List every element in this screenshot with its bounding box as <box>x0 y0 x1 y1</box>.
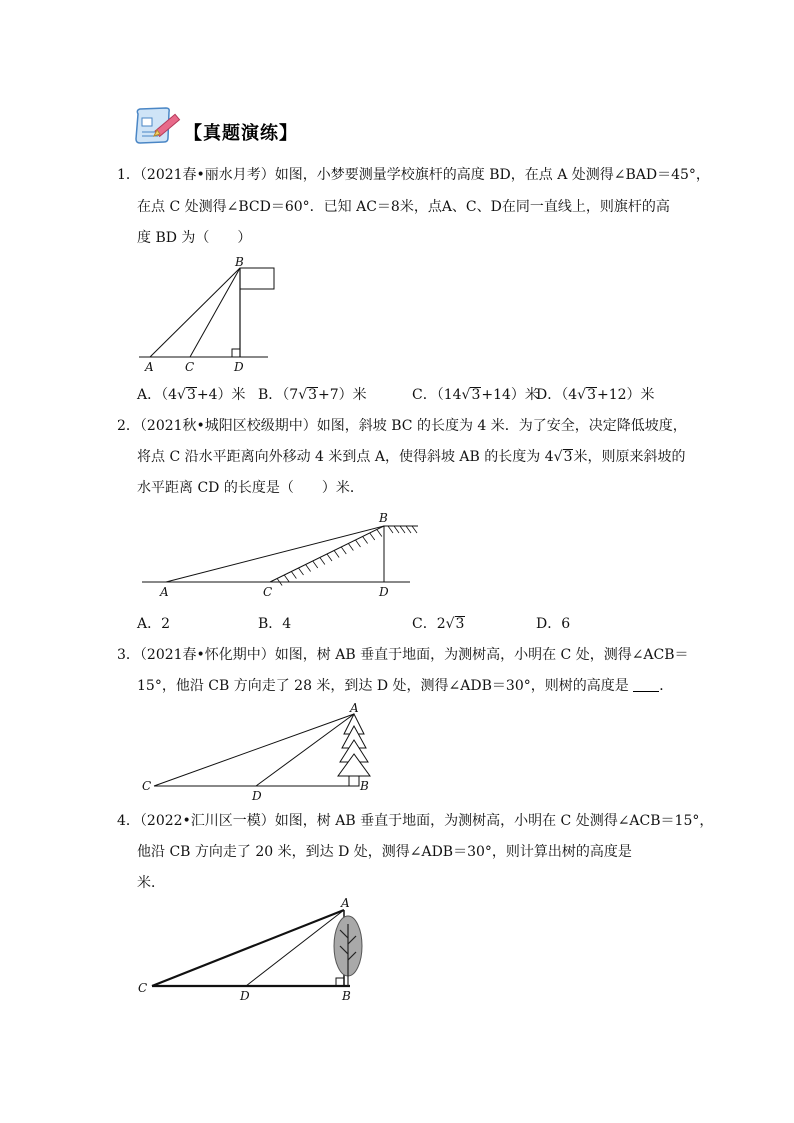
q3-label-d: D <box>252 789 262 802</box>
q1-text-line3: 度 BD 为（ ） <box>137 230 252 246</box>
q1-option-c[interactable]: C．（14√3+14）米 <box>412 387 539 403</box>
q3-text-line1: 3．（2021春•怀化期中）如图，树 AB 垂直于地面，为测树高，小明在 C 处，测得∠ACB＝ <box>117 647 689 663</box>
q4-figure <box>136 894 376 1006</box>
q2-option-a[interactable]: A．2 <box>137 616 171 632</box>
q3-label-a: A <box>350 702 359 715</box>
q1-option-d[interactable]: D．（4√3+12）米 <box>536 387 655 403</box>
q4-text-line1: 4．（2022•汇川区一模）如图，树 AB 垂直于地面，为测树高，小明在 C 处测得∠ACB＝15°， <box>117 813 714 829</box>
q2-text-line3: 水平距离 CD 的长度是（ ）米． <box>137 480 364 496</box>
q2-figure <box>138 508 428 600</box>
q2-option-d[interactable]: D．6 <box>536 616 571 632</box>
q4-label-b: B <box>342 989 351 1003</box>
q4-label-c: C <box>138 981 148 995</box>
q2-option-b[interactable]: B．4 <box>258 616 292 632</box>
q2-text-line2: 将点 C 沿水平距离向外移动 4 米到点 A，使得斜坡 AB 的长度为 4√3米，则原来斜坡的 <box>137 449 686 465</box>
q1-option-b[interactable]: B．（7√3+7）米 <box>258 387 367 403</box>
section-heading: 【真题演练】 <box>184 123 298 144</box>
q2-label-d: D <box>379 585 389 599</box>
q4-label-a: A <box>341 896 350 910</box>
q2-text-line1: 2．（2021秋•城阳区校级期中）如图，斜坡 BC 的长度为 4 米．为了安全，决定降低坡度， <box>117 418 687 434</box>
q1-option-a[interactable]: A．（4√3+4）米 <box>137 387 246 403</box>
q1-label-b: B <box>235 255 244 269</box>
q1-text-line1: 1．（2021春•丽水月考）如图，小梦要测量学校旗杆的高度 BD，在点 A 处测得∠BAD＝45°， <box>117 167 710 183</box>
q1-label-c: C <box>185 360 195 374</box>
q4-text-line3: 米． <box>137 875 165 891</box>
q1-label-d: D <box>234 360 244 374</box>
q2-option-c[interactable]: C．2√3 <box>412 616 465 632</box>
q3-text-line2: 15°，他沿 CB 方向走了 28 米，到达 D 处，测得∠ADB＝30°，则树的高度是 ． <box>137 678 674 694</box>
q2-label-c: C <box>263 585 273 599</box>
q1-label-a: A <box>145 360 154 374</box>
section-header-icon <box>132 104 186 148</box>
q1-figure <box>136 254 276 376</box>
q2-label-b: B <box>379 511 388 525</box>
q4-text-line2: 他沿 CB 方向走了 20 米，到达 D 处，测得∠ADB＝30°，则计算出树的高度是 <box>137 844 632 860</box>
q3-figure <box>138 702 378 802</box>
q4-label-d: D <box>240 989 250 1003</box>
q3-label-b: B <box>360 779 369 793</box>
q2-label-a: A <box>160 585 169 599</box>
q3-answer-blank[interactable] <box>633 677 659 692</box>
q3-label-c: C <box>142 779 152 793</box>
q1-text-line2: 在点 C 处测得∠BCD＝60°．已知 AC＝8米，点A、C、D在同一直线上，则旗杆的高 <box>137 199 670 215</box>
